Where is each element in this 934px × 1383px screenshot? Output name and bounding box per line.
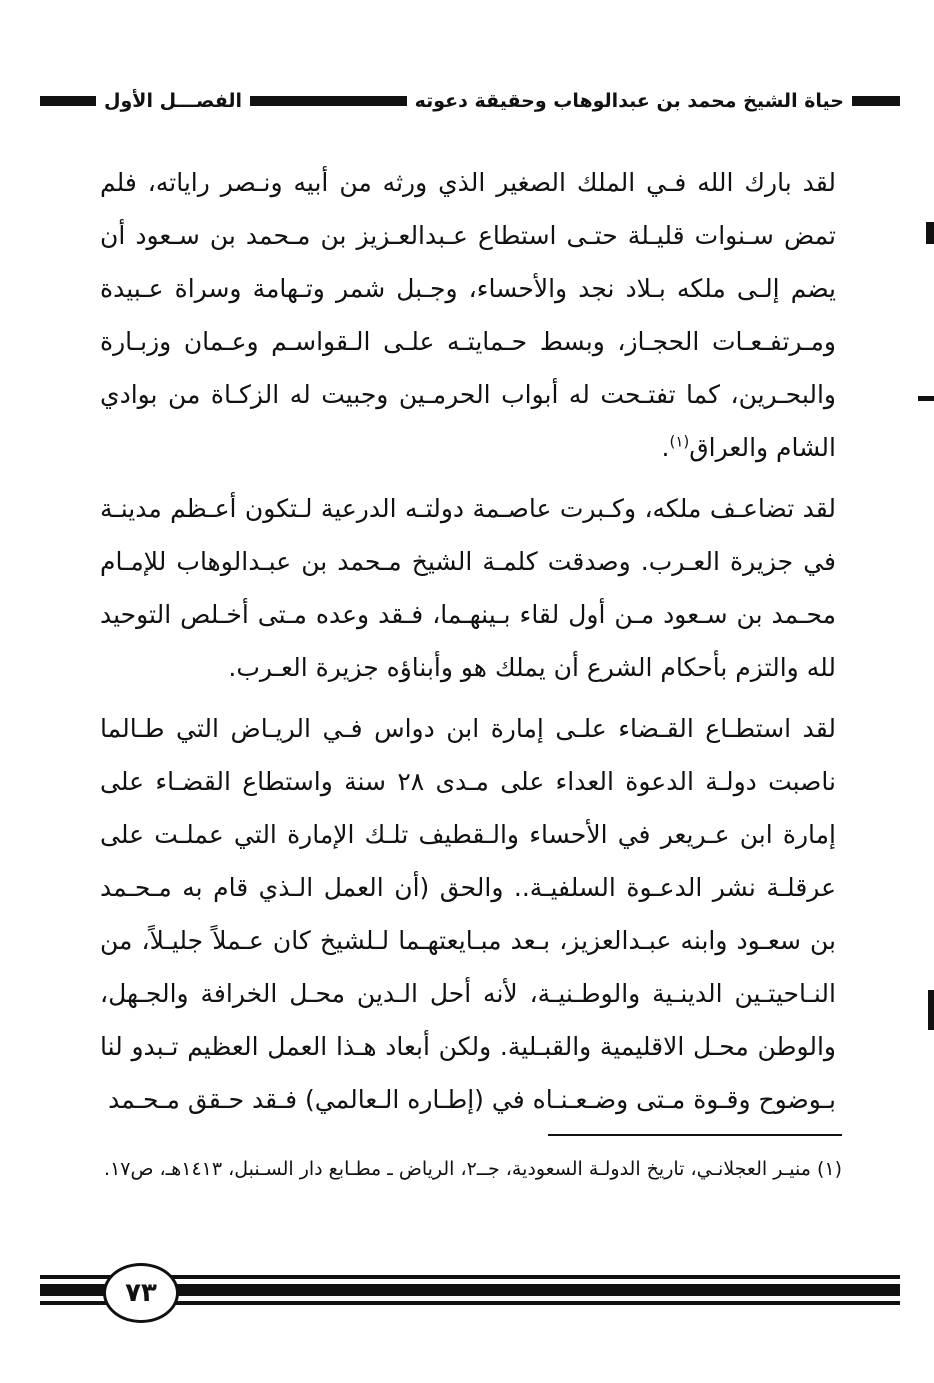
- paragraph-1-text: لقد بارك الله فـي الملك الصغير الذي ورثه من أبيه ونـصر راياته، فلم تمض سـنوات قليـلة حتـى استطاع عـبدالعـزيز بن مـحمد بن سـعود أن يضم إلـى ملكه بـلاد نجد والأحساء، وجـبل شمر وتـهامة وسراة عـبيدة ومـرتفـعـات الحجـاز، وبسط حـمايتـه علـى الـقواسـم وعـمان وزبـارة والبحـرين، كما تفتـحت له أبواب الحرمـين وجبيت له الزكـاة من بوادي الشام والعراق: [100, 168, 836, 462]
- scan-edge-mark: [928, 990, 934, 1030]
- footnote: (١) منيـر العجلانـي، تاريخ الدولـة السعودية، جــ٢، الرياض ـ مطـابع دار السـنبل، ١٤١٣هـ، ص١٧.: [104, 1158, 842, 1180]
- paragraph-1-end: .: [661, 433, 670, 462]
- book-title: حياة الشيخ محمد بن عبدالوهاب وحقيقة دعوته: [414, 89, 844, 112]
- scan-edge-mark: [918, 396, 934, 401]
- header-bar-left: [40, 96, 96, 106]
- chapter-title: الفصـــل الأول: [104, 89, 243, 112]
- footnote-reference[interactable]: (١): [669, 432, 690, 451]
- paragraph-2: لقد تضاعـف ملكه، وكـبرت عاصـمة دولتـه الدرعية لـتكون أعـظم مدينـة في جزيرة العـرب. وصدقت كلمـة الشيخ مـحمد بن عبـدالوهاب للإمـام محـمد بن سـعود مـن أول لقاء بـينهـما، فـقد وعده مـتى أخـلص التوحيد لله والتزم بأحكام الشرع أن يملك هو وأبناؤه جزيرة العـرب.: [100, 494, 836, 682]
- page-number-text: ٧٣: [125, 1278, 157, 1308]
- scan-edge-mark: [926, 222, 934, 244]
- page-number: [103, 1263, 179, 1323]
- paragraph-1: [100, 156, 836, 474]
- running-header: [40, 84, 900, 118]
- paragraph-3: لقد استطـاع القـضاء علـى إمارة ابن دواس فـي الريـاض التي طـالما ناصبت دولـة الدعوة العداء على مـدى ٢٨ سنة واستطاع القضـاء على إمارة ابن عـريعر في الأحساء والـقطيف تلـك الإمارة التي عملـت على عرقلـة نشر الدعـوة السلفيـة.. والحق (أن العمل الـذي قام به مـحـمد بن سعـود وابنه عبـدالعزيز، بـعد مبـايعتهـما لـلشيخ كان عـملاً جليـلاً، من النـاحيتـين الدينـية والوطـنيـة، لأنه أحل الـدين محـل الخرافة والجـهل، والوطن محـل الاقليمية والقبـلية. ولكن أبعاد هـذا العمل العظيم تـبدو لنا بـوضوح وقـوة مـتى وضـعـنـاه في (إطـاره الـعالمي) فـقد حـقق مـحـمد: [100, 714, 836, 1114]
- header-bar-right: [852, 96, 900, 106]
- main-text: [100, 156, 836, 1134]
- footnote-divider: [548, 1134, 842, 1136]
- header-bar-middle: [250, 96, 407, 106]
